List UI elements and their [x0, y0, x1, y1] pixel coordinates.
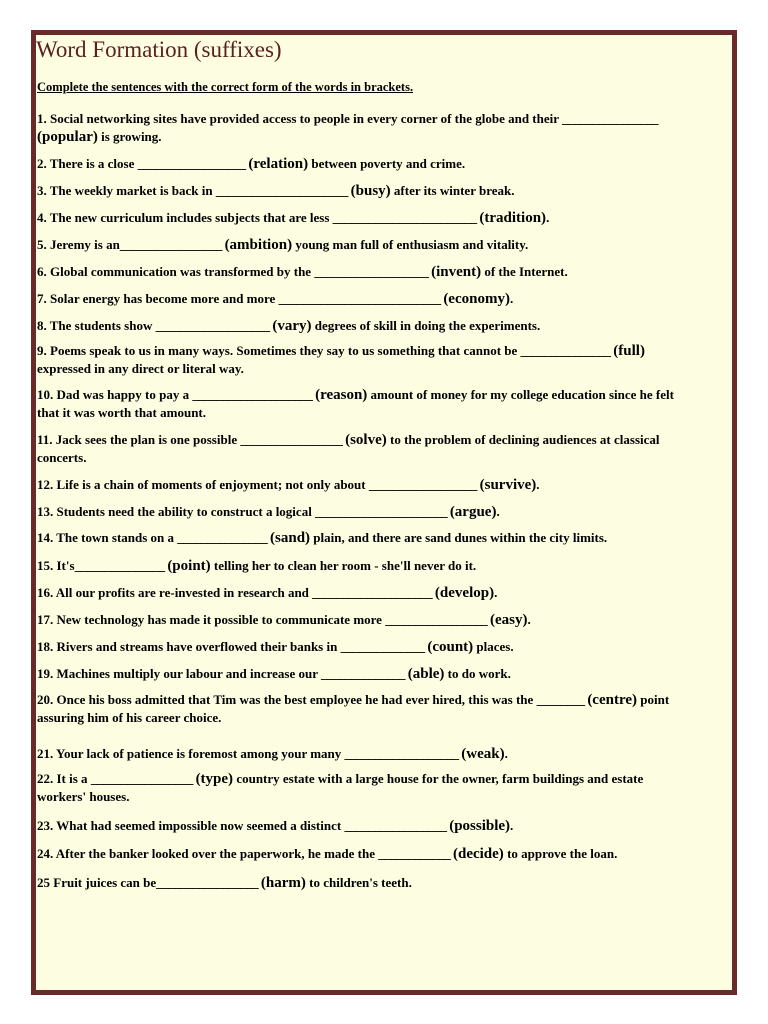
sentence-end: .: [510, 818, 514, 833]
sentence-start: 19. Machines multiply our labour and increase our: [37, 666, 321, 681]
base-word: (point): [167, 558, 211, 574]
answer-blank: __________________: [137, 156, 249, 171]
answer-blank: _________________: [240, 432, 346, 447]
exercise-item: [37, 529, 677, 547]
exercise-item: [37, 431, 677, 467]
answer-blank: _______________: [74, 558, 168, 573]
exercise-item: [37, 817, 677, 835]
answer-blank: ___________________________: [278, 291, 444, 306]
sentence-start: 8. The students show: [37, 318, 156, 333]
exercise-item: [37, 342, 677, 378]
sentence-start: 10. Dad was happy to pay a: [37, 387, 193, 402]
sentence-end: to the problem of declining audiences at classical concerts.: [37, 432, 660, 465]
base-word: (busy): [350, 183, 391, 199]
sentence-start: 5. Jeremy is an: [37, 237, 120, 252]
base-word: (reason): [315, 387, 368, 403]
answer-blank: ______________: [321, 666, 408, 681]
sentence-start: 24. After the banker looked over the paperwork, he made the: [37, 846, 379, 861]
answer-blank: ___________________: [314, 264, 432, 279]
base-word: (vary): [272, 318, 312, 334]
exercise-item: [37, 691, 677, 727]
sentence-end: .: [546, 210, 550, 225]
sentence-end: places.: [473, 639, 514, 654]
exercise-item: [37, 290, 677, 308]
sentence-start: 9. Poems speak to us in many ways. Sometimes they say to us something that cannot be: [37, 343, 521, 358]
sentence-start: 4. The new curriculum includes subjects that are less: [37, 210, 333, 225]
exercise-item: [37, 745, 677, 763]
sentence-end: plain, and there are sand dunes within the city limits.: [310, 530, 608, 545]
sentence-start: 2. There is a close: [37, 156, 138, 171]
sentence-end: .: [504, 746, 508, 761]
instructions: Complete the sentences with the correct form of the words in brackets.: [37, 80, 414, 94]
exercise-item: [37, 665, 677, 683]
answer-blank: ________________________: [332, 210, 480, 225]
sentence-start: 23. What had seemed impossible now seemed a distinct: [37, 818, 345, 833]
base-word: (argue): [449, 504, 497, 520]
exercise-item: [37, 110, 677, 146]
exercise-item: [37, 476, 677, 494]
exercise-item: [37, 557, 677, 575]
sentence-start: 12. Life is a chain of moments of enjoyment; not only about: [37, 477, 369, 492]
sentence-start: 1. Social networking sites have provided access to people in every corner of the globe and their: [37, 111, 563, 126]
base-word: (type): [195, 771, 234, 787]
sentence-start: 7. Solar energy has become more and more: [37, 291, 279, 306]
sentence-start: 13. Students need the ability to construct a logical: [37, 504, 316, 519]
base-word: (relation): [248, 156, 309, 172]
answer-blank: _________________: [119, 237, 225, 252]
answer-blank: ____________________: [192, 387, 316, 402]
exercise-item: [37, 845, 677, 863]
sentence-end: expressed in any direct or literal way.: [37, 361, 244, 376]
exercise-item: [37, 236, 677, 254]
answer-blank: ____________: [378, 846, 453, 861]
base-word: (develop): [434, 585, 495, 601]
exercise-item: [37, 770, 677, 806]
sentence-start: 22. It is a: [37, 771, 91, 786]
sentence-start: 18. Rivers and streams have overflowed their banks in: [37, 639, 341, 654]
sentence-end: point assuring him of his career choice.: [37, 692, 670, 725]
exercise-item: [37, 611, 677, 629]
answer-blank: ___________________: [344, 746, 462, 761]
answer-blank: _________________: [156, 875, 261, 890]
exercise-item: [37, 182, 677, 200]
sentence-end: to approve the loan.: [503, 846, 618, 861]
sentence-end: .: [496, 504, 500, 519]
sentence-end: telling her to clean her room - she'll never do it.: [210, 558, 477, 573]
worksheet-title: Word Formation (suffixes): [36, 37, 282, 62]
sentence-start: 16. All our profits are re-invested in research and: [37, 585, 313, 600]
exercise-item: [37, 638, 677, 656]
answer-blank: __________________: [368, 477, 480, 492]
exercise-item: [37, 155, 677, 173]
exercise-item: [37, 584, 677, 602]
base-word: (solve): [345, 432, 387, 448]
sentence-end: of the Internet.: [481, 264, 568, 279]
answer-blank: _________________: [385, 612, 490, 627]
sentence-start: 6. Global communication was transformed by the: [37, 264, 315, 279]
sentence-start: 25 Fruit juices can be: [37, 875, 157, 890]
sentence-end: degrees of skill in doing the experiments.: [311, 318, 541, 333]
sentence-end: to do work.: [444, 666, 511, 681]
base-word: (sand): [270, 530, 311, 546]
exercise-item: [37, 263, 677, 281]
base-word: (tradition): [479, 210, 547, 226]
exercise-item: [37, 209, 677, 227]
base-word: (full): [613, 343, 645, 359]
sentence-end: country estate with a large house for the owner, farm buildings and estate workers' houses.: [37, 771, 644, 804]
sentence-end: after its winter break.: [390, 183, 515, 198]
sentence-start: 20. Once his boss admitted that Tim was the best employee he had ever hired, this was the: [37, 692, 537, 707]
answer-blank: _________________: [90, 771, 196, 786]
sentence-end: young man full of enthusiasm and vitality.: [292, 237, 529, 252]
exercise-item: [37, 317, 677, 335]
base-word: (able): [407, 666, 445, 682]
base-word: (decide): [452, 846, 504, 862]
base-word: (weak): [461, 746, 505, 762]
answer-blank: ___________________: [155, 318, 273, 333]
exercise-item: [37, 874, 677, 892]
base-word: (economy): [443, 291, 510, 307]
answer-blank: ________________: [562, 111, 659, 126]
base-word: (invent): [431, 264, 482, 280]
answer-blank: _________________: [344, 818, 450, 833]
base-word: (count): [427, 639, 474, 655]
sentence-end: to children's teeth.: [305, 875, 412, 890]
base-word: (easy): [489, 612, 528, 628]
sentence-end: .: [494, 585, 498, 600]
sentence-end: .: [527, 612, 531, 627]
base-word: (harm): [260, 875, 306, 891]
sentence-end: amount of money for my college education since he felt that it was worth that amount.: [37, 387, 674, 420]
sentence-start: 21. Your lack of patience is foremost among your many: [37, 746, 345, 761]
sentence-end: .: [536, 477, 540, 492]
answer-blank: ______________________: [315, 504, 450, 519]
sentence-start: 15. It's: [37, 558, 75, 573]
sentence-start: 11. Jack sees the plan is one possible: [37, 432, 241, 447]
answer-blank: ______________________: [215, 183, 351, 198]
sentence-start: 14. The town stands on a: [37, 530, 178, 545]
answer-blank: _______________: [520, 343, 614, 358]
answer-blank: ______________: [340, 639, 428, 654]
sentence-start: 17. New technology has made it possible to communicate more: [37, 612, 386, 627]
answer-blank: _______________: [177, 530, 271, 545]
sentence-end: is growing.: [97, 129, 162, 144]
exercise-list: [37, 110, 677, 892]
exercise-item: [37, 386, 677, 422]
sentence-start: 3. The weekly market is back in: [37, 183, 216, 198]
base-word: (survive): [479, 477, 537, 493]
base-word: (centre): [587, 692, 637, 708]
answer-blank: ____________________: [312, 585, 435, 600]
answer-blank: ________: [536, 692, 588, 707]
exercise-item: [37, 503, 677, 521]
sentence-end: between poverty and crime.: [308, 156, 466, 171]
base-word: (ambition): [224, 237, 293, 253]
sentence-end: .: [509, 291, 514, 306]
base-word: (possible): [449, 818, 511, 834]
base-word: (popular): [37, 129, 98, 145]
